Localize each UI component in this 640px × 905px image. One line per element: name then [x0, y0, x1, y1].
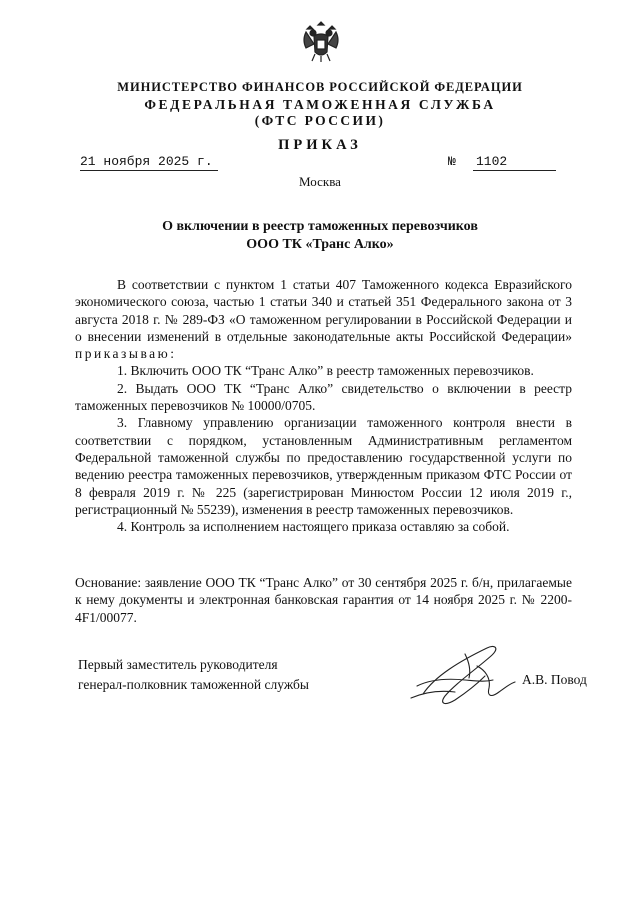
subject-line-1: О включении в реестр таможенных перевозчиков	[162, 219, 478, 234]
order-item-1: 1. Включить ООО ТК “Транс Алко” в реестр таможенных перевозчиков.	[117, 363, 534, 379]
city: Москва	[299, 174, 341, 189]
service-name: ФЕДЕРАЛЬНАЯ ТАМОЖЕННАЯ СЛУЖБА	[144, 97, 496, 112]
basis-paragraph: Основание: заявление ООО ТК “Транс Алко” от 30 сентября 2025 г. б/н, прилагаемые к нему документы и электронная банковская гарантия от 14 ноября 2025 г. № 2200-4F1/00077.	[75, 575, 572, 625]
intro-paragraph	[75, 276, 572, 362]
subject-line-2: ООО ТК «Транс Алко»	[246, 237, 394, 252]
order-item-2: 2. Выдать ООО ТК “Транс Алко” свидетельство о включении в реестр таможенных перевозчиков № 10000/0705.	[75, 380, 572, 414]
order-number: 1102	[473, 154, 556, 171]
intro-text: В соответствии с пунктом 1 статьи 407 Таможенного кодекса Евразийского экономического союза, частью 1 статьи 340 и статьей 351 Федерального закона от 3 августа 2018 г. № 289-ФЗ «О таможенном регулировании в Российской Федерации и о внесении изменений в отдельные законодательные акты Российской Федерации»	[75, 277, 572, 344]
order-subject	[0, 218, 640, 254]
signer-name: А.В. Повод	[522, 672, 587, 687]
eagle-emblem-icon	[300, 18, 342, 64]
handwritten-signature-icon	[405, 636, 520, 716]
order-body	[75, 276, 572, 535]
number-sign: №	[448, 154, 456, 169]
order-item-4: 4. Контроль за исполнением настоящего приказа оставляю за собой.	[117, 519, 510, 535]
order-date: 21 ноября 2025 г.	[80, 154, 218, 171]
service-short-name: (ФТС РОССИИ)	[254, 113, 386, 128]
signer-position-line-2: генерал-полковник таможенной службы	[78, 677, 309, 692]
document-type-title: ПРИКАЗ	[278, 137, 362, 153]
signer-position	[78, 655, 309, 695]
ministry-name: МИНИСТЕРСТВО ФИНАНСОВ РОССИЙСКОЙ ФЕДЕРАЦИИ	[117, 80, 523, 94]
signer-position-line-1: Первый заместитель руководителя	[78, 657, 278, 672]
prikazyvayu: приказываю:	[75, 346, 177, 362]
order-item-3: 3. Главному управлению организации таможенного контроля внести в соответствии с порядком, установленным Административным регламентом Федеральной таможенной службы по предоставлению государственной услуги по ведению реестра таможенных перевозчиков, утвержденным приказом ФТС России от 8 февраля 2019 г. № 225 (зарегистрирован Минюстом России 12 июля 2019 г., регистрационный № 55239), изменения в реестр таможенных перевозчиков.	[75, 415, 572, 517]
